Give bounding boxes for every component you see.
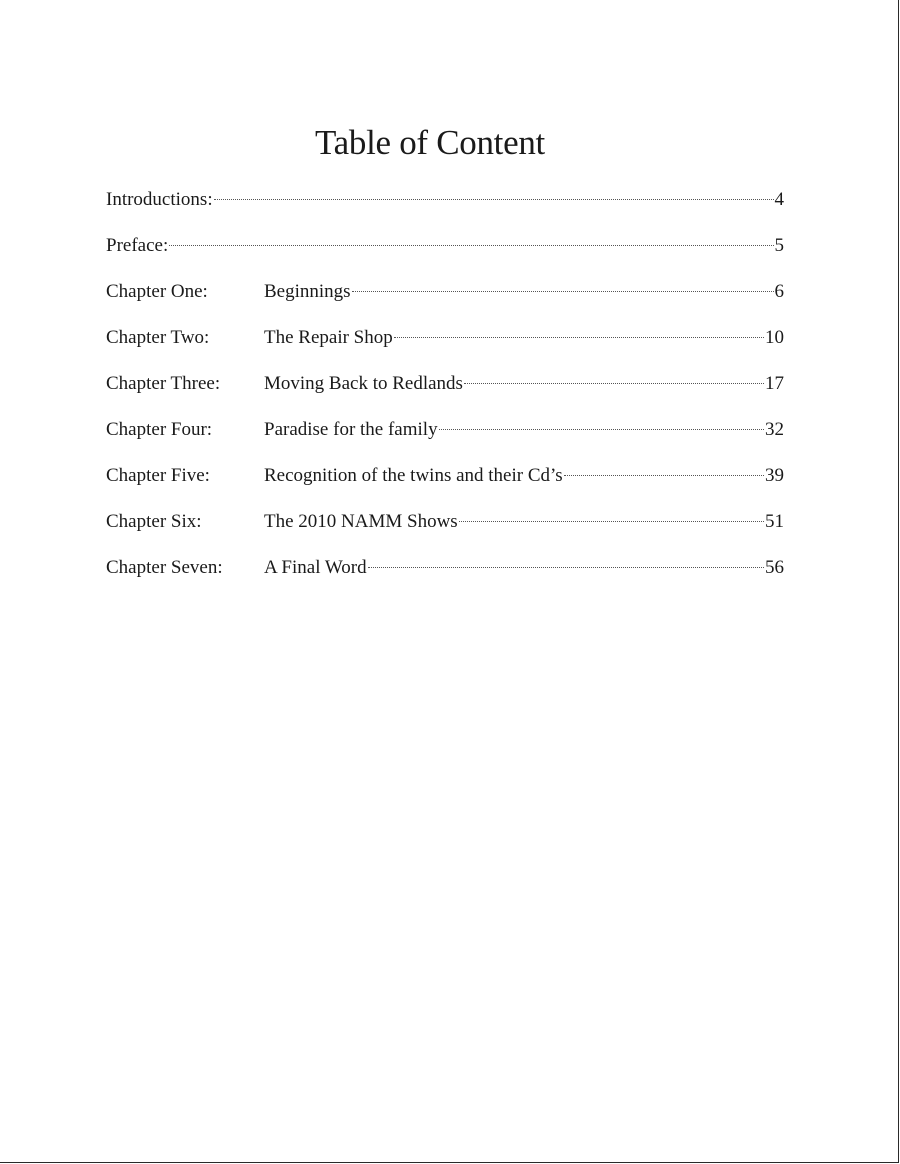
toc-page-number: 39 bbox=[765, 465, 784, 486]
toc-entry-chapter-six[interactable] bbox=[106, 508, 784, 554]
toc-entry-chapter-seven[interactable] bbox=[106, 554, 784, 600]
toc-chapter-title: Recognition of the twins and their Cd’s bbox=[264, 465, 563, 486]
toc-chapter-label: Chapter Three: bbox=[106, 373, 221, 394]
toc-chapter-label: Chapter Four: bbox=[106, 419, 213, 440]
dot-leader bbox=[368, 567, 764, 568]
toc-page-number: 5 bbox=[774, 235, 784, 256]
toc-page-number: 17 bbox=[765, 373, 784, 394]
toc-entry-chapter-five[interactable] bbox=[106, 462, 784, 508]
toc-entry-chapter-three[interactable] bbox=[106, 370, 784, 416]
toc-entry-chapter-two[interactable] bbox=[106, 324, 784, 370]
toc-page-number: 6 bbox=[774, 281, 784, 302]
page-title: Table of Content bbox=[315, 123, 545, 163]
toc-entry-preface[interactable] bbox=[106, 232, 784, 278]
toc-page-number: 4 bbox=[774, 189, 784, 210]
toc-entry-introductions[interactable] bbox=[106, 186, 784, 232]
table-of-contents bbox=[106, 186, 784, 600]
toc-entry-chapter-four[interactable] bbox=[106, 416, 784, 462]
dot-leader bbox=[352, 291, 774, 292]
dot-leader bbox=[394, 337, 764, 338]
toc-chapter-label: Chapter Six: bbox=[106, 511, 202, 532]
toc-page-number: 51 bbox=[765, 511, 784, 532]
dot-leader bbox=[459, 521, 764, 522]
toc-chapter-title: Moving Back to Redlands bbox=[264, 373, 463, 394]
dot-leader bbox=[564, 475, 764, 476]
toc-chapter-label: Chapter Five: bbox=[106, 465, 210, 486]
toc-chapter-title: Beginnings bbox=[264, 281, 351, 302]
toc-entry-chapter-one[interactable] bbox=[106, 278, 784, 324]
dot-leader bbox=[464, 383, 764, 384]
toc-page-number: 10 bbox=[765, 327, 784, 348]
toc-chapter-title: The Repair Shop bbox=[264, 327, 393, 348]
toc-page-number: 56 bbox=[765, 557, 784, 578]
dot-leader bbox=[214, 199, 774, 200]
toc-chapter-title: Paradise for the family bbox=[264, 419, 438, 440]
toc-chapter-label: Chapter Two: bbox=[106, 327, 210, 348]
toc-page-number: 32 bbox=[765, 419, 784, 440]
toc-chapter-label: Chapter Seven: bbox=[106, 557, 223, 578]
toc-chapter-label: Chapter One: bbox=[106, 281, 208, 302]
toc-chapter-title: The 2010 NAMM Shows bbox=[264, 511, 458, 532]
dot-leader bbox=[169, 245, 773, 246]
toc-entry-label: Introductions: bbox=[106, 189, 213, 210]
dot-leader bbox=[439, 429, 764, 430]
toc-entry-label: Preface: bbox=[106, 235, 169, 256]
toc-chapter-title: A Final Word bbox=[264, 557, 367, 578]
